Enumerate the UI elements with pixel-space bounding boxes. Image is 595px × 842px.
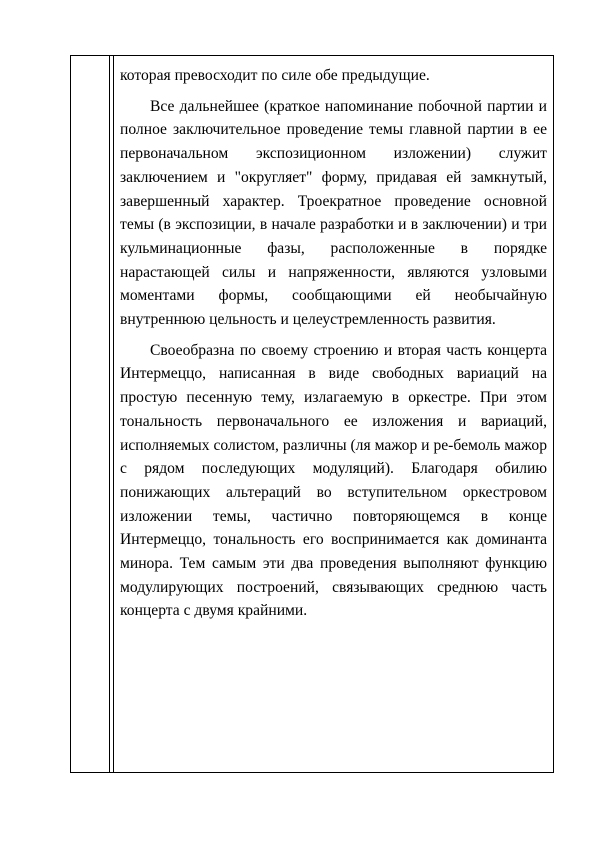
paragraph-3: Своеобразна по своему строению и вторая часть концерта Интермеццо, написанная в виде свободных вариаций на простую песенную тему, излагаемую в оркестре. При этом тональность первоначального ее изложения и вариаций, исполняемых солистом, различны (ля мажор и ре-бемоль мажор с рядом последующих модуляций). Благодаря обилию понижающих альтераций во вступительном оркестровом изложении темы, частично повторяющемся в конце Интермеццо, тональность его воспринимается как доминанта минора. Тем самым эти два проведения выполняют функцию модулирующих построений, связывающих среднюю часть концерта с двумя крайними. [120,341,547,620]
left-margin-cell [71,56,110,773]
paragraph-2: Все дальнейшее (краткое напоминание побочной партии и полное заключительное проведение темы главной партии в ее первоначальном экспозиционном изложении) служит заключением и "округляет" форму, придавая ей замкнутый, завершенный характер. Троекратное проведение основной темы (в экспозиции, в начале разработки и в заключении) и три кульминационные фазы, расположенные в порядке нарастающей силы и напряженности, являются узловыми моментами формы, сообщающими ей необычайную внутреннюю цельность и целеустремленность развития. [120,97,547,329]
page-table [70,55,554,773]
text-cell [114,56,554,773]
paragraph-1: которая превосходит по силе обе предыдущие. [120,67,430,84]
table-row [71,56,554,773]
